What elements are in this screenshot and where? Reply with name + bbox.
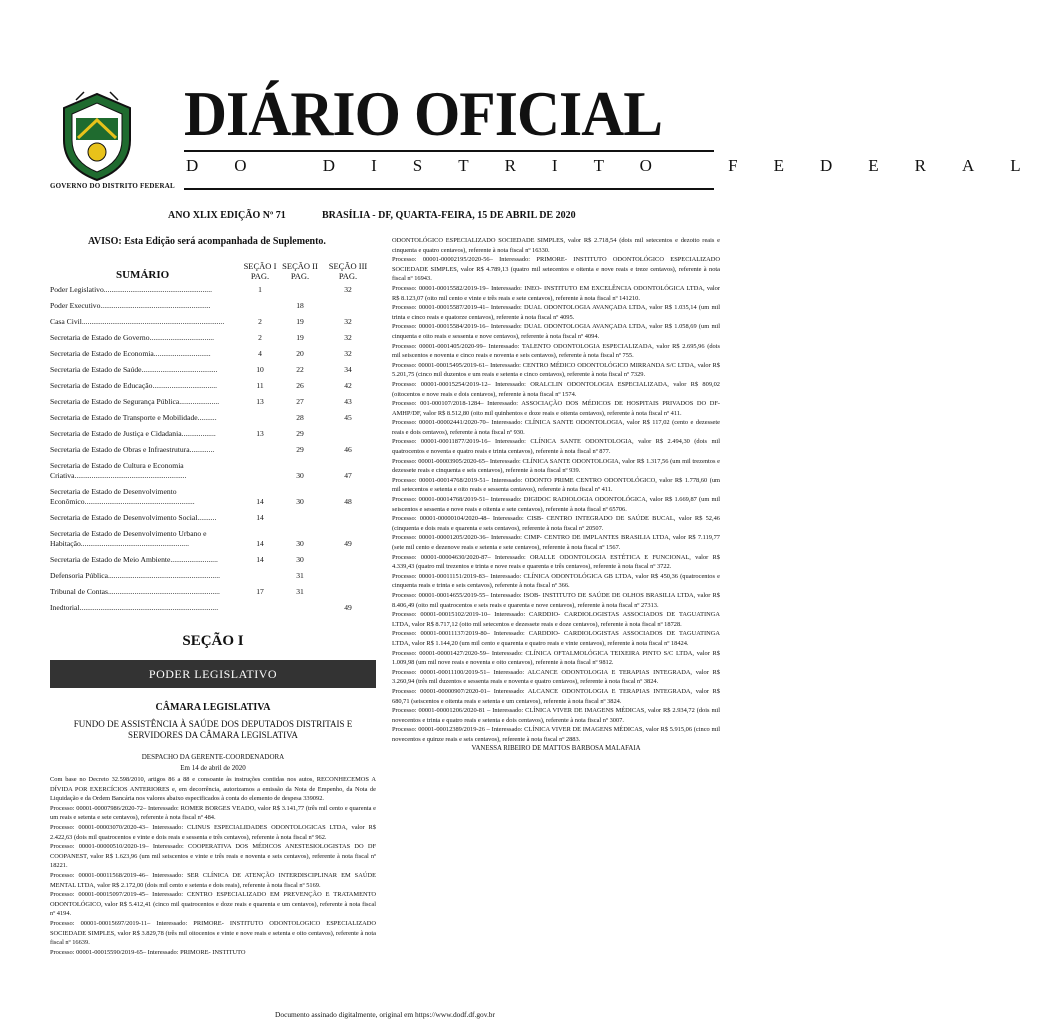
paragraph: Processo: 00001-00011137/2019-80– Interessado: CARDDIO- CARDIOLOGISTAS ASSOCIADOS DE TAGUATINGA LTDA, valor R$ 1.144,20 (um mil cento e quarenta e quatro reais e vinte centavos), referente à nota fiscal nº 18424. [392, 630, 720, 647]
sumario-row [50, 381, 376, 397]
sumario-page-s3: 34 [344, 365, 352, 374]
paragraph: Processo: 00001-00011877/2019-16– Interessado: CLÍNICA SANTE ODONTOLOGIA, valor R$ 2.494,30 (dois mil quatrocentos e noventa e quatro reais e trinta centavos), referente à nota fiscal nº 877. [392, 438, 720, 456]
paragraph: Processo: 00001-00015254/2019-12– Interessado: ORALCLIN ODONTOLOGIA ESPECIALIZADA, valor R$ 809,02 (oitocentos e nove reais e dois centavos), referente à nota fiscal nº 1574. [392, 380, 720, 398]
sumario-page-s3: 47 [344, 471, 352, 480]
edition-date: BRASÍLIA - DF, QUARTA-FEIRA, 15 DE ABRIL DE 2020 [322, 210, 576, 221]
edition-number: ANO XLIX EDIÇÃO Nº 71 [168, 210, 286, 221]
camara-heading: CÂMARA LEGISLATIVA [155, 702, 271, 713]
sumario-page-s3: 32 [344, 349, 352, 358]
sumario-row [50, 529, 376, 555]
sumario-row [50, 487, 376, 513]
paragraph: Processo: 00001-00004630/2020-87– Interessado: ORALLE ODONTOLOGIA ESTÉTICA E FUNCIONAL, valor R$ 4.339,43 (quatro mil trezentos e trinta e nove reais e quarenta e três centavos), referente à nota fiscal nº 3722. [392, 553, 720, 571]
sumario-page-s1: 4 [258, 349, 262, 358]
sumario-page-s2: 29 [296, 445, 304, 454]
sumario-page-s2: 31 [296, 571, 304, 580]
paragraph: Processo: 00001-00011100/2019-51– Interessado: ALCANCE ODONTOLOGIA E TERAPIAS INTEGRADA, valor R$ 3.260,94 (três mil duzentos e sessenta reais e noventa e quatro centavos), referente à nota fiscal nº 3824. [392, 668, 720, 686]
sumario-page-s2: 31 [296, 587, 304, 596]
sumario-title: SUMÁRIO [116, 269, 170, 281]
paragraph: Com base no Decreto 32.598/2010, artigos 86 a 88 e consoante às instruções contidas nos autos, RECONHECEMOS A DÍVIDA POR EXERCÍCIOS ANTERIORES e, em decorrência, autorizamos a emissão da Nota de Empenho, da Nota de Liquidação e da Ordem Bancária nos valores abaixo especificados à conta do elemento de despesa 339092. [50, 776, 376, 803]
paragraph: Processo: 00001-00015097/2019-45– Interessado: CENTRO ESPECIALIZADO EM PREVENÇÃO E TRATAMENTO ODONTOLÓGICO, valor R$ 5.412,41 (cinco mil quatrocentos e doze reais e quarenta e um centavos), referente à nota fiscal nº 4194. [50, 891, 376, 918]
paragraph: Processo: 00001-00015697/2019-11– Interessado: PRIMORE- INSTITUTO ODONTOLOGICO ESPECIALIZADO SOCIEDADE SIMPLES, valor R$ 3.829,78 (três mil oitocentos e vinte e nove reais e setenta e oito centavos), referente à nota fiscal nº 16639. [50, 919, 376, 947]
paragraph: Processo: 00001-00015102/2019-10– Interessado: CARDDIO- CARDIOLOGISTAS ASSOCIADOS DE TAGUATINGA LTDA, valor R$ 8.717,12 (oito mil setecentos e dezessete reais e doze centavos), referente à nota fiscal nº 18728. [392, 611, 720, 628]
sumario-page-s2: 18 [296, 301, 304, 310]
right-body-text [392, 236, 720, 744]
paragraph: Processo: 00001-00015584/2019-16– Interessado: DUAL ODONTOLOGIA AVANÇADA LTDA, valor R$ 1.058,69 (um mil cinquenta e oito reais e sessenta e nove centavos), referente à nota fiscal nº 4094. [392, 323, 720, 340]
paragraph: Processo: 00001-00014655/2019-55– Interessado: ISOB- INSTITUTO DE SAÚDE DE OLHOS BRASILIA LTDA, valor R$ 8.406,49 (oito mil quatrocentos e seis reais e quarenta e nove centavos), referente à nota fiscal nº 27313. [392, 591, 720, 609]
despacho-date: Em 14 de abril de 2020 [180, 764, 246, 772]
paragraph: Processo: 00001-00001205/2020-36– Interessado: CIMP- CENTRO DE IMPLANTES BRASILIA LTDA, valor R$ 7.119,77 (sete mil cento e dezenove reais e setenta e sete centavos), referente à nota fiscal nº 1567. [392, 534, 720, 551]
section-header-1: SEÇÃO I PAG. [243, 261, 277, 281]
sumario-page-s1: 10 [256, 365, 264, 374]
right-column [392, 236, 720, 752]
section-header-2: SEÇÃO II PAG. [282, 261, 318, 281]
sumario-row [50, 333, 376, 349]
paragraph: Processo: 00001-00000510/2020-19– Interessado: COOPERATIVA DOS MÉDICOS ANESTESIOLOGISTAS DO DF COOPANEST, valor R$ 1.623,96 (um mil seiscentos e vinte e três reais e noventa e seis centavos), referente à nota fiscal nº 18221. [50, 843, 376, 870]
poder-banner: PODER LEGISLATIVO [50, 660, 376, 688]
sumario-row-label: Inedtorial......................................................................... [50, 603, 219, 612]
paragraph: Processo: 00001-00011568/2019-46– Interessado: SER CLÍNICA DE ATENÇÃO INTERDISCIPLINAR EM SAÚDE MENTAL LTDA, valor R$ 2.172,00 (dois mil cento e setenta e dois reais), referente à nota fiscal nº 5169. [50, 871, 376, 889]
sumario-page-s3: 46 [344, 445, 352, 454]
sumario-page-s1: 2 [258, 333, 262, 342]
sumario-row [50, 555, 376, 571]
sumario-page-s2: 30 [296, 539, 304, 548]
sumario-row-label: Poder Legislativo......................................................... [50, 285, 212, 294]
paragraph: Processo: 001-000107/2018-1284– Interessado: ASSOCIAÇÃO DOS MÉDICOS DE HOSPITAIS PRIVADOS DO DF- AMHP/DF, valor R$ 8.512,80 (oito mil quinhentos e doze reais e oitenta centavos), referente à nota fiscal nº 411. [392, 400, 720, 417]
sumario-page-s2: 20 [296, 349, 304, 358]
sumario-row [50, 445, 376, 461]
sumario-page-s3: 43 [344, 397, 352, 406]
sumario-page-s3: 49 [344, 539, 352, 548]
sumario-page-s1: 13 [256, 429, 264, 438]
sumario-page-s3: 42 [344, 381, 352, 390]
sumario-page-s2: 30 [296, 497, 304, 506]
sumario-row-label: Defensoria Pública........................................................... [50, 571, 220, 580]
paragraph: Processo: 00001-00001427/2020-59– Interessado: CLÍNICA OFTALMOLÓGICA TEIXEIRA PINTO S/C LTDA, valor R$ 1.009,98 (um mil nove reais e noventa e oito centavos), referente à nota fiscal nº 9812. [392, 649, 720, 667]
sumario-page-s1: 13 [256, 397, 264, 406]
sumario-row-label: Secretaria de Estado de Justiça e Cidadania.................. [50, 429, 216, 438]
sumario-page-s2: 26 [296, 381, 304, 390]
sumario-row-label: Secretaria de Estado de Saúde........................................ [50, 365, 218, 374]
left-column [50, 236, 376, 957]
paragraph: Processo: 00001-00002441/2020-70– Interessado: CLÍNICA SANTE ODONTOLOGIA, valor R$ 117,02 (cento e dezessete reais e dois centavos), referente à nota fiscal nº 930. [392, 419, 720, 436]
sumario-page-s1: 14 [256, 497, 264, 506]
sumario-row-label: Secretaria de Estado de Desenvolvimento Social.......... [50, 513, 217, 522]
sumario-page-s2: 29 [296, 429, 304, 438]
sumario-page-s1: 14 [256, 539, 264, 548]
sumario-page-s1: 17 [256, 587, 264, 596]
sumario-row-label: Casa Civil........................................................................... [50, 317, 225, 326]
sumario-page-s1: 11 [256, 381, 264, 390]
paragraph: Processo: 00001-00002195/2020-56– Interessado: PRIMORE- INSTITUTO ODONTOLÓGICO ESPECIALIZADO SOCIEDADE SIMPLES, valor R$ 4.789,13 (quatro mil setecentos e oitenta e nove reais e treze centavos), referente à nota fiscal nº 16943. [392, 256, 720, 283]
sumario-page-s3: 45 [344, 413, 352, 422]
sumario-row-label: Secretaria de Estado de Desenvolvimento Urbano e Habitação......................................................... [50, 529, 207, 548]
masthead [50, 78, 1057, 198]
sumario-row [50, 513, 376, 529]
sumario-page-s2: 27 [296, 397, 304, 406]
signature: VANESSA RIBEIRO DE MATTOS BARBOSA MALAFAIA [471, 745, 641, 753]
paragraph: Processo: 00001-00012389/2019-26 – Interessado: CLÍNICA VIVER DE IMAGENS MÉDICAS, valor R$ 5.915,06 (cinco mil novecentos e quinze reais e seis centavos), referente à nota fiscal nº 2883. [392, 726, 720, 743]
sumario-row-label: Tribunal de Contas........................................................... [50, 587, 220, 596]
coat-of-arms-icon [54, 90, 140, 184]
paragraph: Processo: 00001-00014768/2019-51– Interessado: DIGIDOC RADIOLOGIA ODONTOLÓGICA, valor R$ 1.669,87 (um mil seiscentos e sessenta e nove reais e oitenta e sete centavos), referente à nota fiscal nº 65706. [392, 496, 720, 513]
crest-caption: GOVERNO DO DISTRITO FEDERAL [50, 182, 175, 190]
sumario-page-s3: 49 [344, 603, 352, 612]
aviso-notice: AVISO: Esta Edição será acompanhada de Suplemento. [88, 236, 326, 247]
sumario-page-s3: 48 [344, 497, 352, 506]
sumario-row [50, 587, 376, 603]
footer-note: Documento assinado digitalmente, original em https://www.dodf.df.gov.br [275, 1010, 495, 1019]
paragraph: Processo: 00001-00015590/2019-65– Interessado: PRIMORE- INSTITUTO [50, 948, 246, 956]
sumario-row [50, 571, 376, 587]
sumario-row-label: Secretaria de Estado de Transporte e Mobilidade.......... [50, 413, 217, 422]
sumario-row [50, 349, 376, 365]
sumario-page-s2: 22 [296, 365, 304, 374]
paragraph: Processo: 00001-00000104/2020-48– Interessado: CISB- CENTRO INTEGRADO DE SAÚDE BUCAL, valor R$ 52,46 (cinquenta e dois reais e quarenta e seis centavos), referente à nota fiscal nº 20507. [392, 515, 720, 532]
paragraph: Processo: 00001-00000907/2020-01– Interessado: ALCANCE ODONTOLOGIA E TERAPIAS INTEGRADA, valor R$ 680,71 (seiscentos e oitenta reais e setenta e um centavos), referente à nota fiscal nº 3824. [392, 687, 720, 705]
sumario-row [50, 285, 376, 301]
fundo-heading: FUNDO DE ASSISTÊNCIA À SAÚDE DOS DEPUTADOS DISTRITAIS E SERVIDORES DA CÂMARA LEGISLATIVA [73, 719, 353, 740]
sumario-page-s1: 1 [258, 285, 262, 294]
paragraph: Processo: 00001-00015495/2019-61– Interessado: CENTRO MÉDICO ODONTOLÓGICO MIRRANDA S/C LTDA, valor R$ 5.201,75 (cinco mil duzentos e um reais e setenta e cinco centavos), referente à nota fiscal nº 7329. [392, 361, 720, 379]
sumario-row-label: Secretaria de Estado de Obras e Infraestrutura............. [50, 445, 215, 454]
sumario-row-label: Secretaria de Estado de Meio Ambiente......................... [50, 555, 218, 564]
sumario-page-s2: 19 [296, 333, 304, 342]
sumario-row-label: Secretaria de Estado de Cultura e Economia Criativa........................................................... [50, 461, 187, 480]
sumario-page-s2: 30 [296, 471, 304, 480]
paragraph: Processo: 00001-00003905/2020-65– Interessado: CLÍNICA SANTE ODONTOLOGIA, valor R$ 1.317,56 (um mil trezentos e dezessete reais e cinquenta e seis centavos), referente à nota fiscal nº 939. [392, 457, 720, 475]
sumario-row-label: Secretaria de Estado de Desenvolvimento Econômico.......................................................... [50, 487, 195, 506]
sumario-row [50, 413, 376, 429]
paragraph: Processo: 00001-00011151/2019-83– Interessado: CLÍNICA ODONTOLÓGICA GB LTDA, valor R$ 450,36 (quatrocentos e cinquenta reais e trinta e seis centavos), referente à nota fiscal nº 366. [392, 572, 720, 590]
sumario-row [50, 397, 376, 413]
newspaper-title: DIÁRIO OFICIAL [184, 78, 663, 149]
section-title: SEÇÃO I [182, 633, 244, 649]
sumario-row-label: Secretaria de Estado de Economia.............................. [50, 349, 211, 358]
title-rule-top [184, 150, 714, 152]
sumario-row [50, 603, 376, 619]
sumario-table [50, 285, 376, 619]
sumario-page-s3: 32 [344, 317, 352, 326]
sumario-page-s1: 14 [256, 513, 264, 522]
paragraph: ODONTOLÓGICO ESPECIALIZADO SOCIEDADE SIMPLES, valor R$ 2.718,54 (dois mil setecentos e dezoito reais e cinquenta e quatro centavos), referente à nota fiscal nº 16330. [392, 237, 720, 254]
paragraph: Processo: 00001-00014768/2019-51– Interessado: ODONTO PRIME CENTRO ODONTOLÓGICO, valor R$ 1.778,60 (um mil setecentos e setenta e oito reais e sessenta centavos), referente à nota fiscal nº 411. [392, 476, 720, 494]
paragraph: Processo: 00001-00003070/2020-43– Interessado: CLINUS ESPECIALIDADES ODONTOLOGICAS LTDA, valor R$ 2.422,63 (dois mil quatrocentos e vinte e dois reais e sessenta e três centavos), referente à nota fiscal nº 962. [50, 823, 376, 841]
sumario-page-s2: 19 [296, 317, 304, 326]
sumario-page-s2: 30 [296, 555, 304, 564]
left-body-text [50, 775, 376, 957]
sumario-row [50, 317, 376, 333]
sumario-page-s1: 14 [256, 555, 264, 564]
paragraph: Processo: 00001-00001206/2020-81 – Interessado: CLÍNICA VIVER DE IMAGENS MÉDICAS, valor R$ 2.934,72 (dois mil novecentos e trinta e quatro reais e setenta e dois centavos), referente à nota fiscal nº 3007. [392, 707, 720, 724]
sumario-row [50, 301, 376, 317]
paragraph: Processo: 00001-00007986/2020-72– Interessado: ROMER BORGES VEADO, valor R$ 3.141,77 (três mil cento e quarenta e um reais e setenta e sete centavos), referente à nota fiscal nº 484. [50, 804, 376, 822]
sumario-header [50, 255, 376, 285]
paragraph: Processo: 00001-0001405/2020-99– Interessado: TALENTO ODONTOLOGIA ESPECIALIZADA, valor R$ 2.695,96 (dois mil seiscentos e noventa e cinco reais e noventa e seis centavos), referente à nota fiscal nº 755. [392, 342, 720, 360]
title-rule-bottom [184, 188, 714, 190]
sumario-row-label: Secretaria de Estado de Educação.................................. [50, 381, 218, 390]
sumario-row-label: Secretaria de Estado de Governo.................................. [50, 333, 215, 342]
sumario-row [50, 461, 376, 487]
newspaper-subtitle: DO DISTRITO FEDERAL [186, 156, 1057, 175]
section-header-3: SEÇÃO III PAG. [328, 261, 368, 281]
sumario-page-s2: 28 [296, 413, 304, 422]
paragraph: Processo: 00001-00015582/2019-19– Interessado: INEO- INSTITUTO EM EXCELÊNCIA ODONTOLÓGICA LTDA, valor R$ 8.123,07 (oito mil cento e vinte e três reais e sete centavos), referente à nota fiscal nº 141210. [392, 284, 720, 302]
sumario-row-label: Secretaria de Estado de Segurança Pública..................... [50, 397, 220, 406]
sumario-page-s1: 2 [258, 317, 262, 326]
sumario-row [50, 429, 376, 445]
sumario-row-label: Poder Executivo.......................................................... [50, 301, 211, 310]
paragraph: Processo: 00001-00015587/2019-41– Interessado: DUAL ODONTOLOGIA AVANÇADA LTDA, valor R$ 1.035,14 (um mil trinta e cinco reais e quatorze centavos), referente à nota fiscal nº 4095. [392, 304, 720, 321]
sumario-page-s3: 32 [344, 285, 352, 294]
sumario-row [50, 365, 376, 381]
despacho-heading: DESPACHO DA GERENTE-COORDENADORA [141, 753, 285, 761]
sumario-page-s3: 32 [344, 333, 352, 342]
